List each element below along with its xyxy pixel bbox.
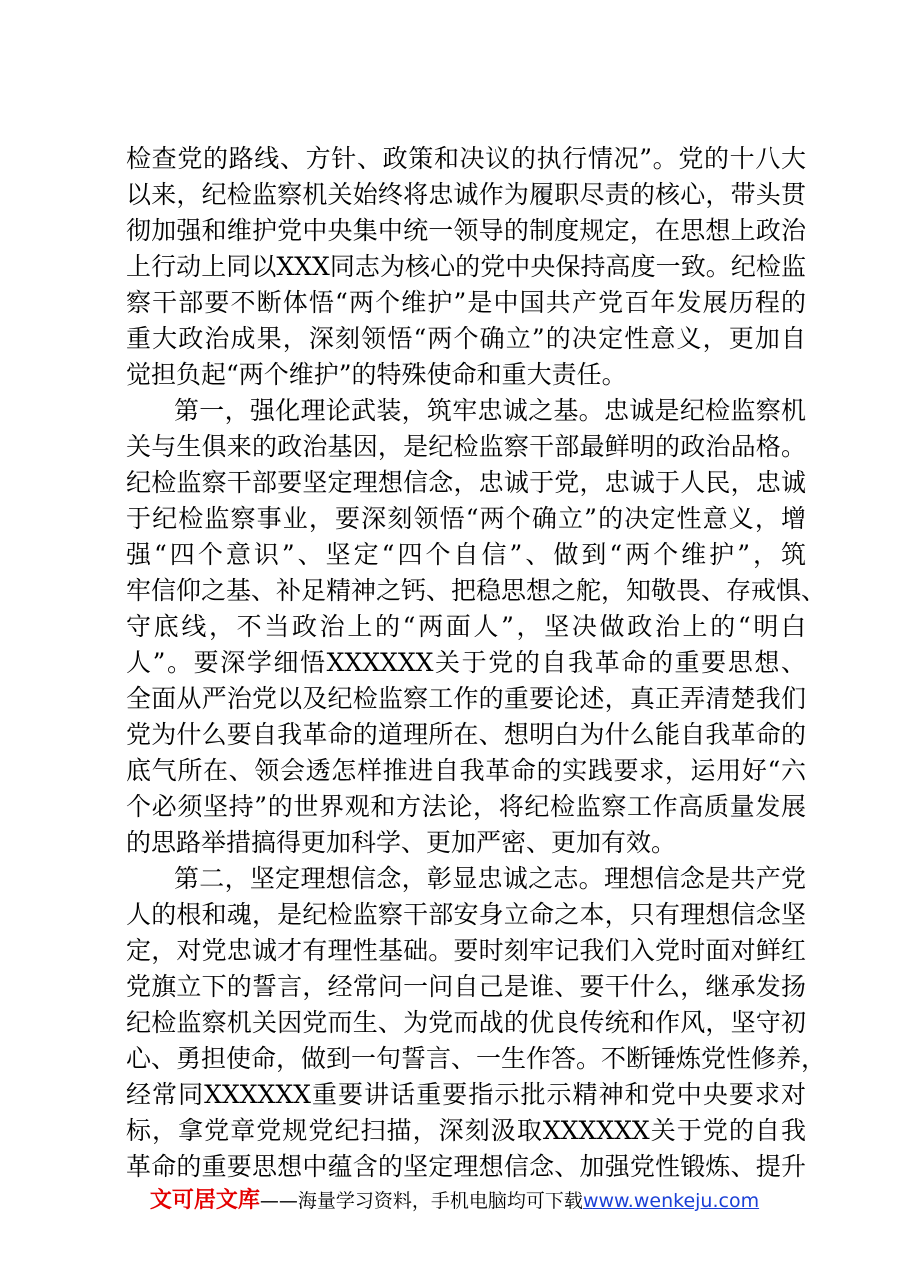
text-line: 守底线，不当政治上的“两面人”，坚决做政治上的“明白 xyxy=(126,612,806,641)
text-line: 关与生俱来的政治基因，是纪检监察干部最鲜明的政治品格。 xyxy=(126,432,806,461)
footer-slogan: ——海量学习资料，手机电脑均可下载 xyxy=(259,1190,583,1212)
text-line: 经常同XXXXXX重要讲话重要指示批示精神和党中央要求对 xyxy=(126,1080,806,1109)
text-line: 标，拿党章党规党纪扫描，深刻汲取XXXXXX关于党的自我 xyxy=(126,1116,806,1145)
text-line: 个必须坚持”的世界观和方法论，将纪检监察工作高质量发展 xyxy=(126,792,806,821)
text-line: 底气所在、领会透怎样推进自我革命的实践要求，运用好“六 xyxy=(126,756,806,785)
text-line: 察干部要不断体悟“两个维护”是中国共产党百年发展历程的 xyxy=(126,288,806,317)
text-line: 全面从严治党以及纪检监察工作的重要论述，真正弄清楚我们 xyxy=(126,684,806,713)
text-line: 的思路举措搞得更加科学、更加严密、更加有效。 xyxy=(126,828,677,857)
footer-banner xyxy=(0,1183,909,1214)
text-line: 上行动上同以XXX同志为核心的党中央保持高度一致。纪检监 xyxy=(126,252,806,281)
text-line: 觉担负起“两个维护”的特殊使命和重大责任。 xyxy=(126,360,627,389)
paragraph-first-line: 第一，强化理论武装，筑牢忠诚之基。忠诚是纪检监察机 xyxy=(174,396,806,425)
text-line: 革命的重要思想中蕴含的坚定理想信念、加强党性锻炼、提升 xyxy=(126,1152,806,1181)
text-line: 于纪检监察事业，要深刻领悟“两个确立”的决定性意义，增 xyxy=(126,504,806,533)
text-line: 人”。要深学细悟XXXXXX关于党的自我革命的重要思想、 xyxy=(126,648,806,677)
brand-name: 文可居文库 xyxy=(149,1188,260,1213)
text-line: 牢信仰之基、补足精神之钙、把稳思想之舵，知敬畏、存戒惧、 xyxy=(126,576,827,605)
text-line: 检查党的路线、方针、政策和决议的执行情况”。党的十八大 xyxy=(126,144,806,173)
text-line: 定，对党忠诚才有理性基础。要时刻牢记我们入党时面对鲜红 xyxy=(126,936,806,965)
text-line: 人的根和魂，是纪检监察干部安身立命之本，只有理想信念坚 xyxy=(126,900,806,929)
text-line: 心、勇担使命，做到一句誓言、一生作答。不断锤炼党性修养， xyxy=(126,1044,827,1073)
text-line: 重大政治成果，深刻领悟“两个确立”的决定性意义，更加自 xyxy=(126,324,806,353)
text-line: 党为什么要自我革命的道理所在、想明白为什么能自我革命的 xyxy=(126,720,806,749)
text-line: 强“四个意识”、坚定“四个自信”、做到“两个维护”，筑 xyxy=(126,540,806,569)
text-line: 以来，纪检监察机关始终将忠诚作为履职尽责的核心，带头贯 xyxy=(126,180,806,209)
text-line: 纪检监察机关因党而生、为党而战的优良传统和作风，坚守初 xyxy=(126,1008,806,1037)
text-line: 党旗立下的誓言，经常问一问自己是谁、要干什么，继承发扬 xyxy=(126,972,806,1001)
text-line: 纪检监察干部要坚定理想信念，忠诚于党，忠诚于人民，忠诚 xyxy=(126,468,806,497)
paragraph-first-line: 第二，坚定理想信念，彰显忠诚之志。理想信念是共产党 xyxy=(174,864,806,893)
website-link[interactable]: www.wenkeju.com xyxy=(582,1190,760,1212)
text-line: 彻加强和维护党中央集中统一领导的制度规定，在思想上政治 xyxy=(126,216,806,245)
